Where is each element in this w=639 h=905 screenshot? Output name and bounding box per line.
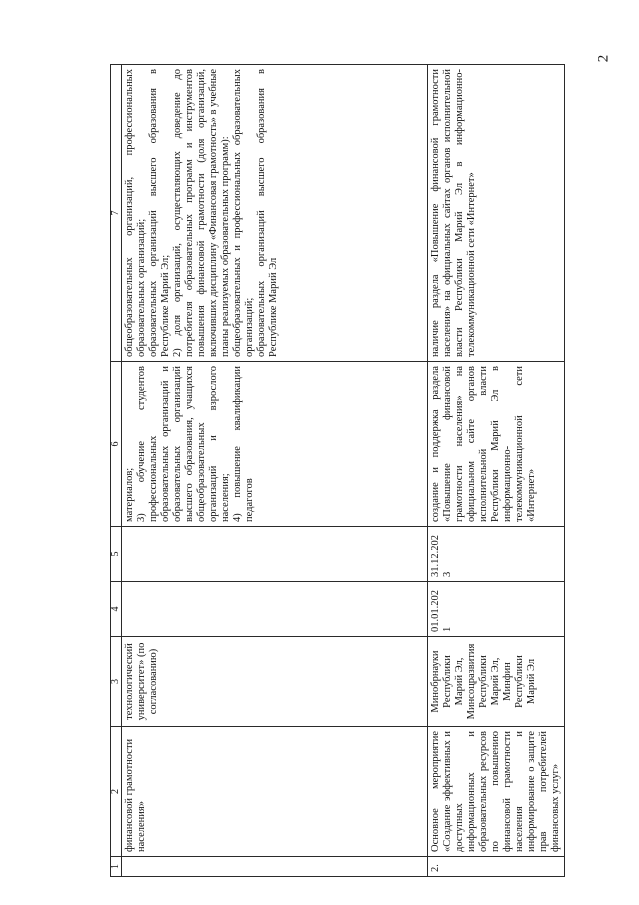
table-row — [122, 65, 428, 877]
row-number — [122, 857, 428, 877]
row-number: 2. — [428, 857, 565, 877]
indicator: общеобразовательных организаций, профессиональных образовательных организаций; образовательных организаций высшего образования в Республике Марий Эл; 2) доля организаций, осуществляющих доведение до потребителя образовательных программ и инструментов повышения финансовой грамотности (доля организаций, включивших дисциплину «Финансовая грамотность» в учебные планы реализуемых образовательных программ): общеобразовательных и профессиональных образовательных организаций; образовательных организаций высшего образования в Республике Марий Эл — [122, 65, 428, 362]
header-cell: 3 — [111, 637, 122, 727]
end-date — [122, 527, 428, 582]
responsible-executor: Минобрнауки Республики Марий Эл, Минсоцразвития Республики Марий Эл, Минфин Республики Марий Эл — [428, 637, 565, 727]
activities-table — [110, 64, 565, 877]
table-header-row — [111, 65, 122, 877]
activity-name: Основное мероприятие «Создание эффективных и доступных информационных и образовательных ресурсов по повышению финансовой грамотности населения и информирование о защите прав потребителей финансовых услуг» — [428, 727, 565, 857]
expected-result: создание и поддержка раздела «Повышение финансовой грамотности населения» на официальном сайте органов исполнительной власти Республики Марий Эл в информационно-телекоммуникационной сети «Интернет» — [428, 362, 565, 527]
header-cell: 6 — [111, 362, 122, 527]
end-date: 31.12.2023 — [428, 527, 565, 582]
responsible-executor: технологический университет» (по согласованию) — [122, 637, 428, 727]
header-cell: 7 — [111, 65, 122, 362]
start-date — [122, 582, 428, 637]
table-row — [428, 65, 565, 877]
activity-name: финансовой грамотности населения» — [122, 727, 428, 857]
header-cell: 4 — [111, 582, 122, 637]
header-cell: 2 — [111, 727, 122, 857]
header-cell: 5 — [111, 527, 122, 582]
start-date: 01.01.2021 — [428, 582, 565, 637]
page-number: 2 — [594, 54, 611, 63]
rotated-table-container — [110, 65, 561, 877]
indicator: наличие раздела «Повышение финансовой грамотности населения» на официальных сайтах органов исполнительной власти Республики Марий Эл в информационно-телекоммуникационной сети «Интернет» — [428, 65, 565, 362]
expected-result: материалов; 3) обучение студентов профессиональных образовательных организаций и образовательных организаций высшего образования, учащихся общеобразовательных организаций и взрослого населения; 4) повышение квалификации педагогов — [122, 362, 428, 527]
header-cell: 1 — [111, 857, 122, 877]
